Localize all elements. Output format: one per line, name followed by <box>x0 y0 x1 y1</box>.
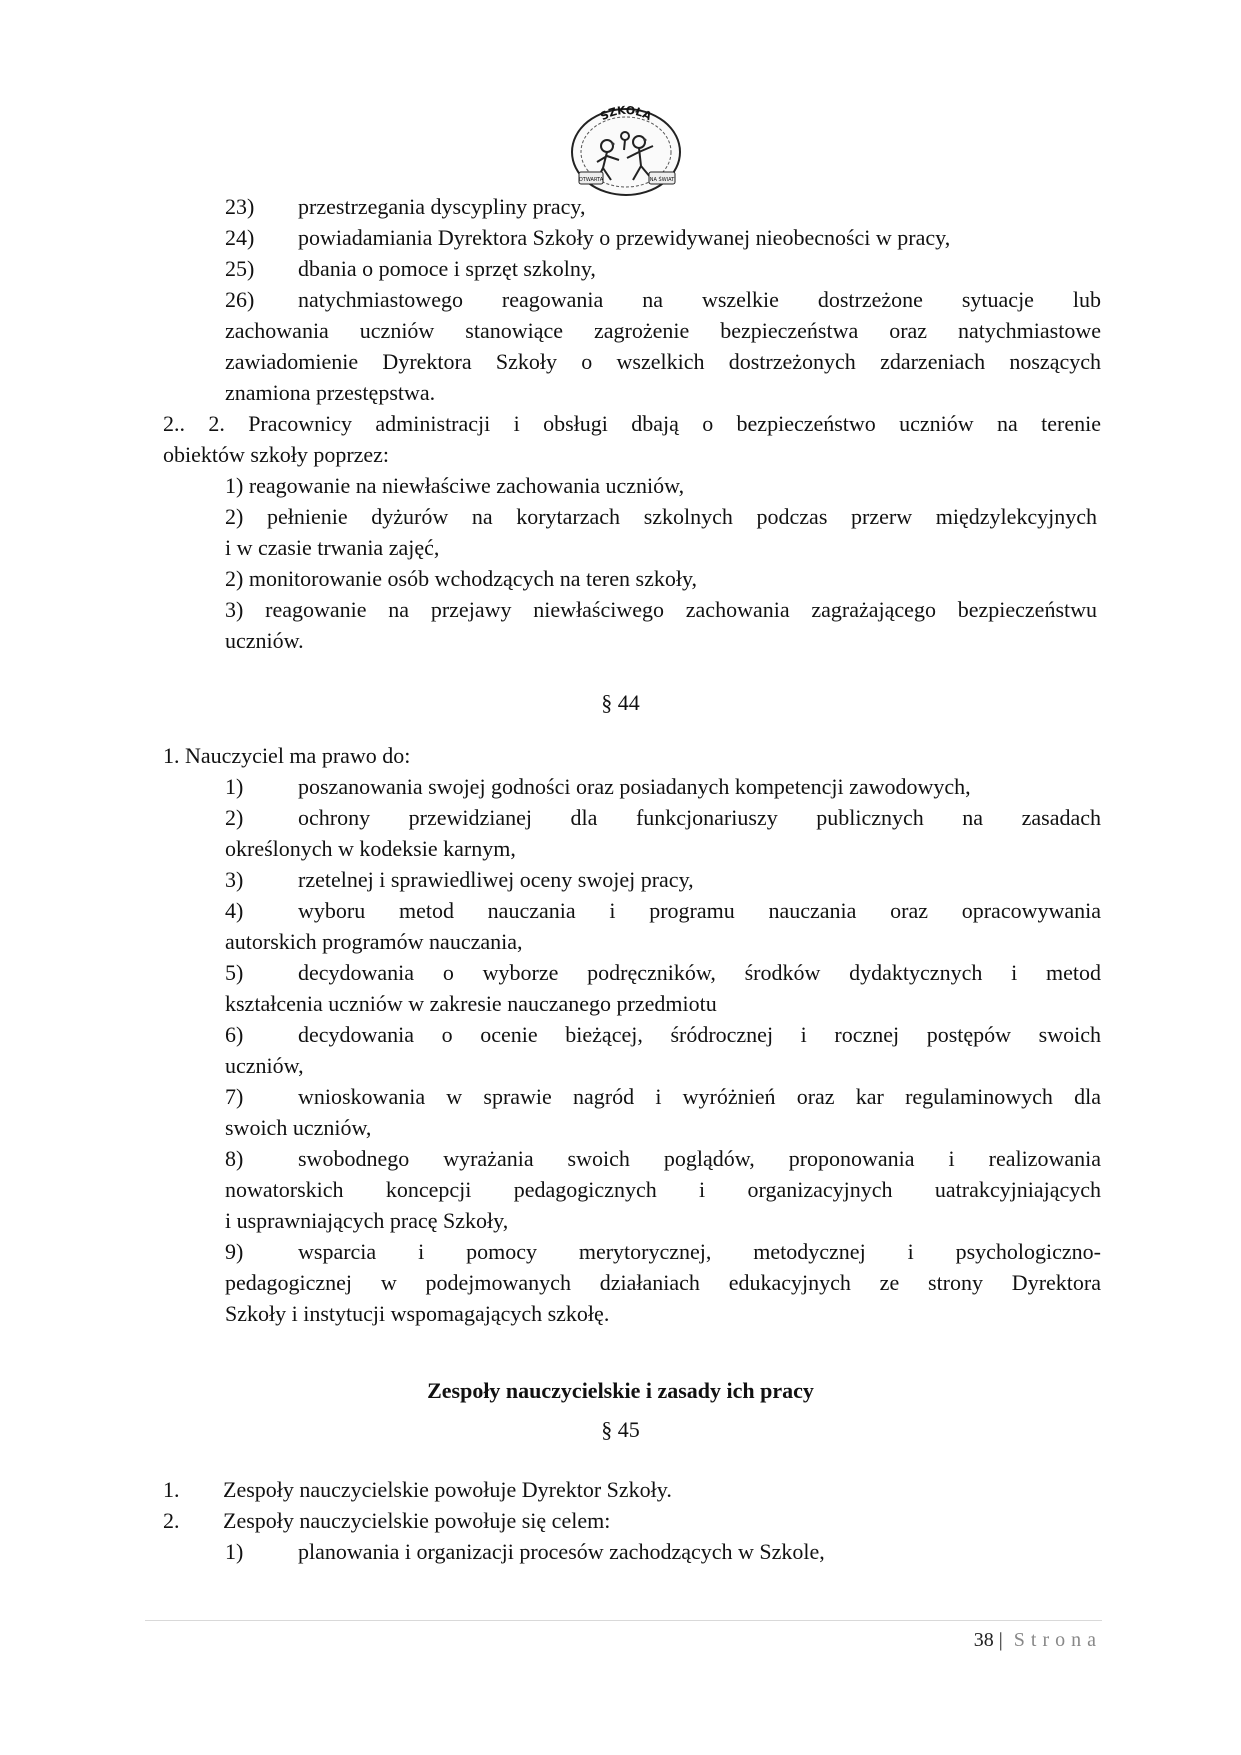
list-item: 2) pełnienie dyżurów na korytarzach szkolnych podczas przerw międzylekcyjnych <box>225 504 1097 529</box>
list-text: wnioskowania w sprawie nagród i wyróżnień oraz kar regulaminowych dla <box>298 1084 1101 1109</box>
page-footer <box>974 1626 1102 1654</box>
list-text-continuation: uczniów, <box>225 1053 304 1078</box>
list-text-continuation: znamiona przestępstwa. <box>225 380 436 405</box>
list-text: rzetelnej i sprawiedliwej oceny swojej pracy, <box>298 867 694 892</box>
logo-text-top: SZKOŁA <box>598 103 654 124</box>
list-number: 7) <box>225 1084 244 1109</box>
list-text: swobodnego wyrażania swoich poglądów, proponowania i realizowania <box>298 1146 1101 1171</box>
list-number: 4) <box>225 898 244 923</box>
list-number: 5) <box>225 960 244 985</box>
footer-separator: | <box>998 1629 1003 1651</box>
list-text: Zespoły nauczycielskie powołuje Dyrektor Szkoły. <box>223 1477 672 1502</box>
list-text-continuation: kształcenia uczniów w zakresie nauczanego przedmiotu <box>225 991 717 1016</box>
list-item: 1) reagowanie na niewłaściwe zachowania uczniów, <box>225 473 685 498</box>
list-text: powiadamiania Dyrektora Szkoły o przewidywanej nieobecności w pracy, <box>298 225 951 250</box>
list-text-continuation: i usprawniających pracę Szkoły, <box>225 1208 509 1233</box>
list-text: planowania i organizacji procesów zachodzących w Szkole, <box>298 1539 825 1564</box>
list-number: 1. <box>163 1477 180 1502</box>
list-item: 2) monitorowanie osób wchodzących na teren szkoły, <box>225 566 698 591</box>
list-text-continuation: zawiadomienie Dyrektora Szkoły o wszelkich dostrzeżonych zdarzeniach noszących <box>225 349 1101 374</box>
list-number: 9) <box>225 1239 244 1264</box>
list-number: 6) <box>225 1022 244 1047</box>
paragraph-line: 2.. 2. Pracownicy administracji i obsługi dbają o bezpieczeństwo uczniów na terenie <box>163 411 1101 436</box>
logo-text-right: NA ŚWIAT <box>649 177 675 183</box>
section-heading: § 44 <box>601 690 640 715</box>
list-text: decydowania o wyborze podręczników, środków dydaktycznych i metod <box>298 960 1101 985</box>
list-text-continuation: pedagogicznej w podejmowanych działaniach edukacyjnych ze strony Dyrektora <box>225 1270 1101 1295</box>
list-text-continuation: zachowania uczniów stanowiące zagrożenie bezpieczeństwa oraz natychmiastowe <box>225 318 1101 343</box>
list-text: wsparcia i pomocy merytorycznej, metodycznej i psychologiczno- <box>298 1239 1101 1264</box>
list-text: ochrony przewidzianej dla funkcjonariuszy publicznych na zasadach <box>298 805 1101 830</box>
page-label: Strona <box>1013 1629 1102 1651</box>
list-number: 1) <box>225 774 244 799</box>
list-text-continuation: określonych w kodeksie karnym, <box>225 836 516 861</box>
list-text-continuation: Szkoły i instytucji wspomagających szkołę. <box>225 1301 610 1326</box>
list-number: 23) <box>225 194 255 219</box>
list-text-continuation: swoich uczniów, <box>225 1115 372 1140</box>
list-number: 8) <box>225 1146 244 1171</box>
page-number: 38 <box>973 1629 994 1651</box>
list-item: i w czasie trwania zajęć, <box>225 535 440 560</box>
paragraph-line: obiektów szkoły poprzez: <box>163 442 390 467</box>
list-text: Zespoły nauczycielskie powołuje się celem: <box>223 1508 611 1533</box>
list-item: uczniów. <box>225 628 304 653</box>
section-intro: 1. Nauczyciel ma prawo do: <box>163 743 411 768</box>
list-number: 2) <box>225 805 244 830</box>
list-text-continuation: autorskich programów nauczania, <box>225 929 523 954</box>
list-text: wyboru metod nauczania i programu nauczania oraz opracowywania <box>298 898 1101 923</box>
school-logo <box>567 102 685 198</box>
list-number: 24) <box>225 225 255 250</box>
list-number: 26) <box>225 287 255 312</box>
list-text: przestrzegania dyscypliny pracy, <box>298 194 586 219</box>
list-number: 1) <box>225 1539 244 1564</box>
list-text: dbania o pomoce i sprzęt szkolny, <box>298 256 596 281</box>
list-text: decydowania o ocenie bieżącej, śródrocznej i rocznej postępów swoich <box>298 1022 1101 1047</box>
list-text-continuation: nowatorskich koncepcji pedagogicznych i organizacyjnych uatrakcyjniających <box>225 1177 1101 1202</box>
list-text: poszanowania swojej godności oraz posiadanych kompetencji zawodowych, <box>298 774 971 799</box>
section-title: Zespoły nauczycielskie i zasady ich pracy <box>427 1378 814 1403</box>
list-number: 3) <box>225 867 244 892</box>
list-text: natychmiastowego reagowania na wszelkie dostrzeżone sytuacje lub <box>298 287 1101 312</box>
footer-divider <box>145 1620 1102 1621</box>
list-number: 2. <box>163 1508 180 1533</box>
list-item: 3) reagowanie na przejawy niewłaściwego zachowania zagrażającego bezpieczeństwu <box>225 597 1097 622</box>
logo-text-left: OTWARTA <box>578 177 604 183</box>
list-number: 25) <box>225 256 255 281</box>
section-heading: § 45 <box>601 1417 640 1442</box>
